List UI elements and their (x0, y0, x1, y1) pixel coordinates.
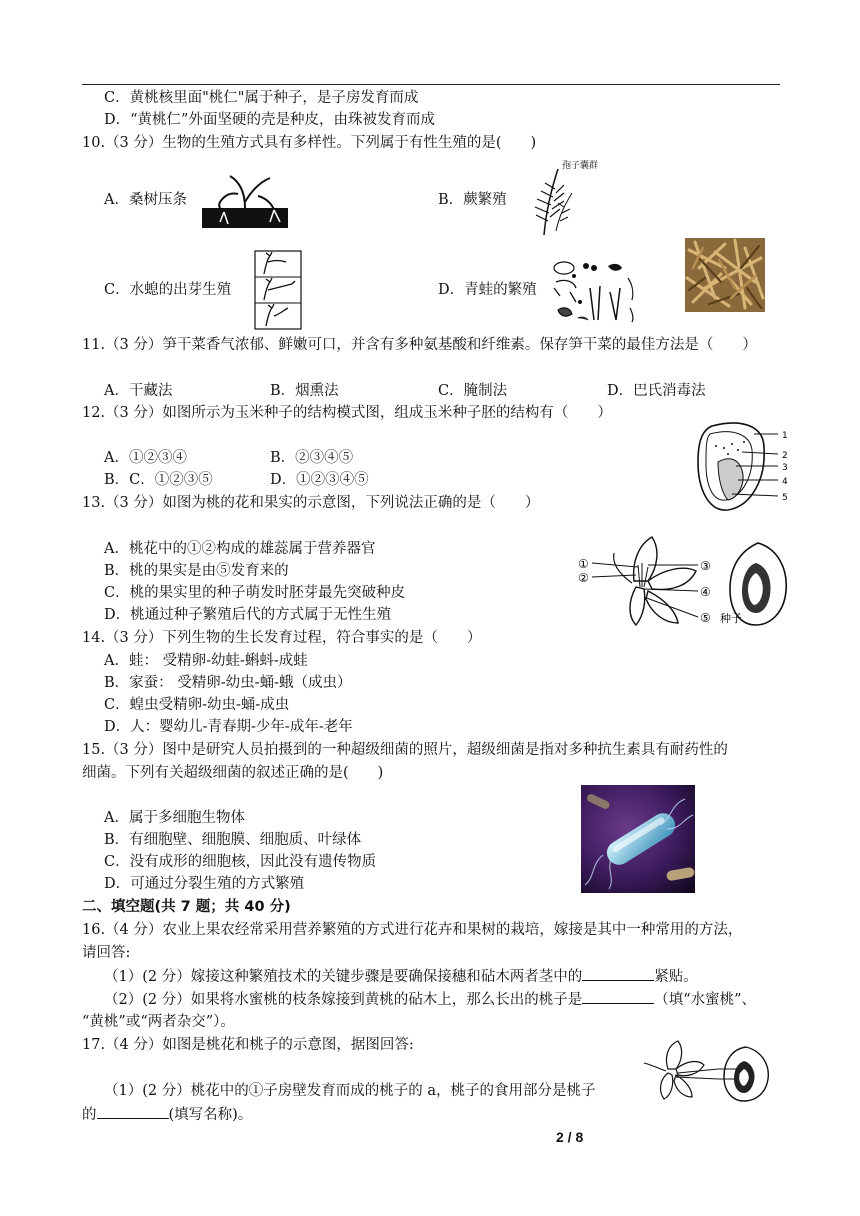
dried-bamboo-shoots-photo (685, 238, 765, 312)
q17-sub1-line1: （1）(2 分）桃花中的①子房壁发育而成的桃子的 a，桃子的食用部分是桃子 (104, 1083, 596, 1099)
q9-option-d: D．“黄桃仁”外面坚硬的壳是种皮，由珠被发育而成 (104, 112, 435, 128)
q13-option-d: D．桃通过种子繁殖后代的方式属于无性生殖 (104, 607, 392, 623)
q16-stem-line2: 请回答: (82, 945, 131, 961)
q11-option-b: B．烟熏法 (270, 383, 339, 399)
q14-option-c: C．蝗虫受精卵-幼虫-蛹-成虫 (104, 697, 290, 713)
q15-stem-line1: 15.（3 分）图中是研究人员拍摄到的一种超级细菌的照片，超级细菌是指对多种抗生素具有耐药性的 (82, 742, 728, 758)
corn-label-1: 1 (782, 431, 788, 441)
q13-option-c: C．桃的果实里的种子萌发时胚芽最先突破种皮 (104, 585, 406, 601)
q10-option-d: D．青蛙的繁殖 (438, 282, 537, 298)
corn-label-5: 5 (782, 493, 788, 503)
q10-option-c: C．水螅的出芽生殖 (104, 282, 232, 298)
corn-seed-diagram (692, 418, 796, 518)
flower-label-3: ③ (700, 559, 711, 573)
q13-option-a: A．桃花中的①②构成的雄蕊属于营养器官 (104, 541, 376, 557)
q12-option-d: D．①②③④⑤ (270, 472, 369, 488)
q16-sub1: （1）(2 分）嫁接这种繁殖技术的关键步骤是要确保接穗和砧木两者茎中的 紧贴。 (104, 966, 698, 987)
q14-option-d: D．人：婴幼儿-青春期-少年-成年-老年 (104, 719, 353, 735)
q12-option-a: A．①②③④ (104, 450, 187, 466)
superbug-photo (581, 785, 695, 893)
flower-label-2: ② (578, 571, 589, 585)
q11-option-c: C．腌制法 (438, 383, 508, 399)
sporangia-label: 孢子囊群 (562, 161, 599, 171)
hydra-budding-figure (254, 250, 302, 330)
q10-stem: 10.（3 分）生物的生殖方式具有多样性。下列属于有性生殖的是( ) (82, 135, 537, 151)
q15-option-a: A．属于多细胞生物体 (104, 810, 245, 826)
q16-sub2-blank[interactable] (582, 989, 654, 1004)
q15-option-b: B．有细胞壁、细胞膜、细胞质、叶绿体 (104, 832, 362, 848)
q11-option-a: A．干藏法 (104, 383, 173, 399)
frog-reproduction-figure (550, 258, 640, 328)
flower-label-4: ④ (700, 585, 711, 599)
q14-option-a: A．蛙： 受精卵-幼蛙-蝌蚪-成蛙 (104, 653, 308, 669)
q14-option-b: B．家蚕： 受精卵-幼虫-蛹-蛾（成虫） (104, 675, 352, 691)
q16-sub2-cont: “黄桃”或“两者杂交”）。 (82, 1014, 235, 1030)
q12-stem: 12.（3 分）如图所示为玉米种子的结构模式图，组成玉米种子胚的结构有（ ） (82, 405, 612, 421)
seed-label: 种子 (720, 612, 742, 625)
q16-sub1-blank[interactable] (582, 966, 654, 981)
q10-option-b: B．蕨繁殖 (438, 192, 507, 208)
q17-stem: 17.（4 分）如图是桃花和桃子的示意图，据图回答: (82, 1037, 414, 1053)
flower-label-5: ⑤ (700, 611, 711, 625)
q17-sub1-line2: 的 (填写名称)。 (82, 1104, 252, 1125)
header-rule (82, 84, 780, 85)
q14-stem: 14.（3 分）下列生物的生长发育过程，符合事实的是（ ） (82, 630, 482, 646)
corn-label-2: 2 (782, 451, 788, 461)
q11-option-d: D．巴氏消毒法 (607, 383, 706, 399)
mulberry-layering-figure (200, 172, 290, 230)
q16-sub2: （2）(2 分）如果将水蜜桃的枝条嫁接到黄桃的砧木上，那么长出的桃子是 （填“水蜜桃”、 (104, 989, 756, 1010)
page-number: 2 / 8 (556, 1129, 584, 1145)
peach-flower-fruit-diagram (572, 533, 794, 629)
fern-figure (524, 163, 586, 237)
q13-option-b: B．桃的果实是由⑤发育来的 (104, 563, 289, 579)
q15-option-d: D．可通过分裂生殖的方式繁殖 (104, 876, 305, 892)
corn-label-3: 3 (782, 463, 788, 473)
corn-label-4: 4 (782, 477, 788, 487)
q17-sub1-blank[interactable] (97, 1104, 169, 1119)
q13-stem: 13.（3 分）如图为桃的花和果实的示意图，下列说法正确的是（ ） (82, 495, 540, 511)
section-2-heading: 二、填空题(共 7 题；共 40 分) (82, 899, 291, 915)
q10-option-a: A．桑树压条 (104, 192, 187, 208)
q15-option-c: C．没有成形的细胞核，因此没有遗传物质 (104, 854, 377, 870)
q11-stem: 11.（3 分）笋干菜香气浓郁、鲜嫩可口，并含有多种氨基酸和纤维素。保存笋干菜的最佳方法是（ ） (82, 337, 757, 353)
q12-option-c: B．C．①②③⑤ (104, 472, 213, 488)
peach-flower-and-fruit-figure (638, 1039, 778, 1103)
q16-stem-line1: 16.（4 分）农业上果农经常采用营养繁殖的方式进行花卉和果树的栽培，嫁接是其中一种常用的方法， (82, 922, 743, 938)
q12-option-b: B．②③④⑤ (270, 450, 354, 466)
flower-label-1: ① (578, 557, 589, 571)
q15-stem-line2: 细菌。下列有关超级细菌的叙述正确的是( ) (82, 765, 384, 781)
q9-option-c: C．黄桃核里面"桃仁"属于种子，是子房发育而成 (104, 90, 419, 106)
